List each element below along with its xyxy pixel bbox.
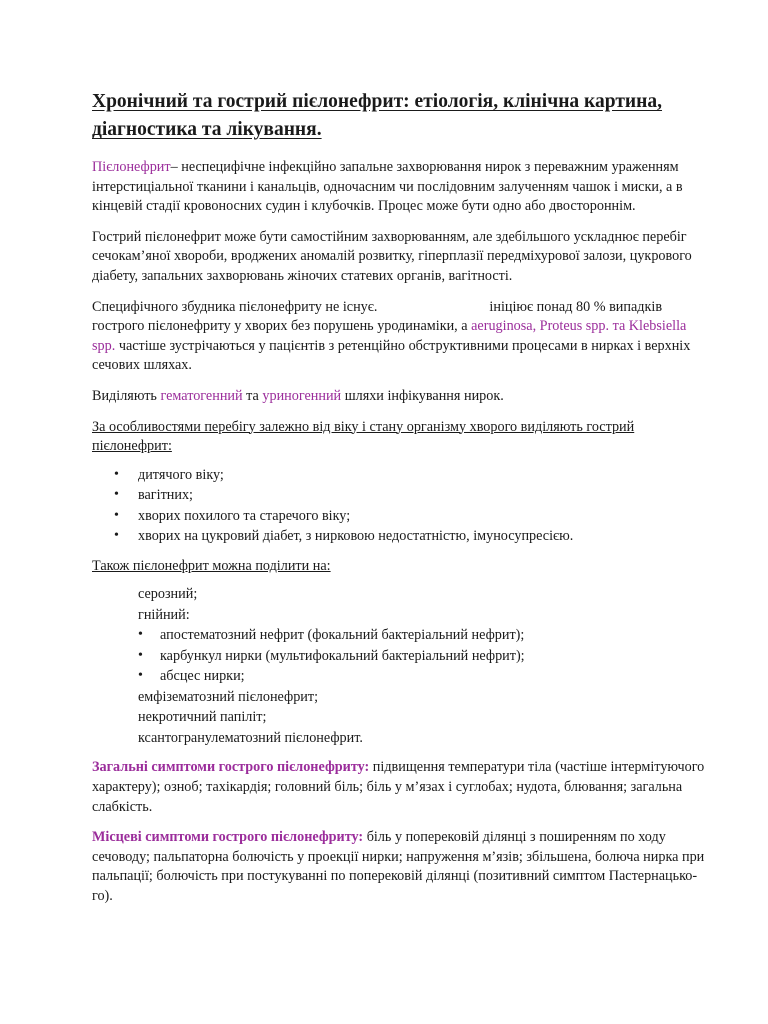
paragraph-types-heading: Також пієлонефрит можна поділити на: xyxy=(92,557,331,574)
term-local-symptoms: Місцеві симптоми гострого пієлонефриту: xyxy=(92,829,364,846)
document-title: Хронічний та гострий пієлонефрит: етіологія, клінічна картина, діагностика та лікування. xyxy=(92,91,663,140)
general-symptoms-text: підвищення температури тіла (частіше інтермітуючого характеру); озноб; тахікардія; головний біль; біль у м’язах і суглобах; нудота, блювання; загальна слабкість. xyxy=(92,759,705,815)
term-pyelonephritis: Пієлонефрит xyxy=(92,159,171,175)
local-symptoms-text: біль у поперековій ділянці з поширенням по ходу сечоводу; пальпаторна болючість у проекції нирки; напруження м’язів; збільшена, болюча нирка при пальпації; болючість при постукуванні по поперековій ділянці (позитивний симптом Пастернацько-го). xyxy=(92,829,705,904)
paragraph-definition xyxy=(92,158,708,217)
type-papillitis: некротичний папіліт; xyxy=(138,709,267,726)
list-item: • карбункул нирки (мультифокальний бактеріальний нефрит); xyxy=(138,646,708,667)
pathogen-text-1: Специфічного збудника пієлонефриту не існує. xyxy=(92,298,378,315)
routes-mid: та xyxy=(242,387,263,404)
term-general-symptoms: Загальні симптоми гострого пієлонефриту: xyxy=(92,759,370,776)
routes-pre: Виділяють xyxy=(92,387,161,404)
routes-post: шляхи інфікування нирок. xyxy=(341,387,504,404)
type-purulent: гнійний: xyxy=(138,606,190,623)
paragraph-routes xyxy=(92,387,708,407)
paragraph-pathogen xyxy=(92,298,708,376)
term-pathogens: aeruginosa, Proteus spp. та Klebsiella spp. xyxy=(92,318,687,354)
paragraph-local-symptoms xyxy=(92,828,708,906)
list-item: • хворих на цукровий діабет, з нирковою недостатністю, імуносупресією. xyxy=(92,526,708,547)
term-urinogenous: уриногенний xyxy=(262,387,342,404)
list-item: • хворих похилого та старечого віку; xyxy=(92,506,708,527)
pathogen-text-2: ініціює понад 80 % випадків гострого пієлонефриту у хворих без порушень уродинаміки, а xyxy=(92,298,663,335)
list-purulent-forms xyxy=(138,625,708,687)
types-block xyxy=(138,584,708,748)
paragraph-acute: Гострий пієлонефрит може бути самостійним захворюванням, але здебільшого ускладнює перебіг сечокам’яної хвороби, вроджених аномалій розвитку, гіперплазії передміхурової залози, цукрового діабету, запальних захворювань жіночих статевих органів, вагітності. xyxy=(92,228,692,284)
list-item: • абсцес нирки; xyxy=(138,666,708,687)
term-hematogenous: гематогенний xyxy=(160,387,243,404)
list-item: • апостематозний нефрит (фокальний бактеріальний нефрит); xyxy=(138,625,708,646)
pathogen-text-3: частіше зустрічаються у пацієнтів з ретенційно обструктивними процесами в нирках і верхніх сечових шляхах. xyxy=(92,337,691,374)
list-item: • дитячого віку; xyxy=(92,465,708,486)
type-serous: серозний; xyxy=(138,586,198,603)
definition-text: – неспецифічне інфекційно запальне захворювання нирок з переважним ураженням інтерстиціальної тканини і канальців, одночасним чи послідовним залученням чашок і миски, а в кінцевій стадії кровоносних судин і клубочків. Процес може бути одно або двостороннім. xyxy=(92,159,683,215)
type-xanthogranulomatous: ксантогранулематозний пієлонефрит. xyxy=(138,729,363,746)
paragraph-general-symptoms xyxy=(92,758,708,817)
paragraph-classification-heading: За особливостями перебігу залежно від віку і стану організму хворого виділяють гострий пієлонефрит: xyxy=(92,418,635,455)
list-item: • вагітних; xyxy=(92,485,708,506)
type-emphysematous: емфізематозний пієлонефрит; xyxy=(138,688,319,705)
list-patient-groups xyxy=(92,465,708,547)
